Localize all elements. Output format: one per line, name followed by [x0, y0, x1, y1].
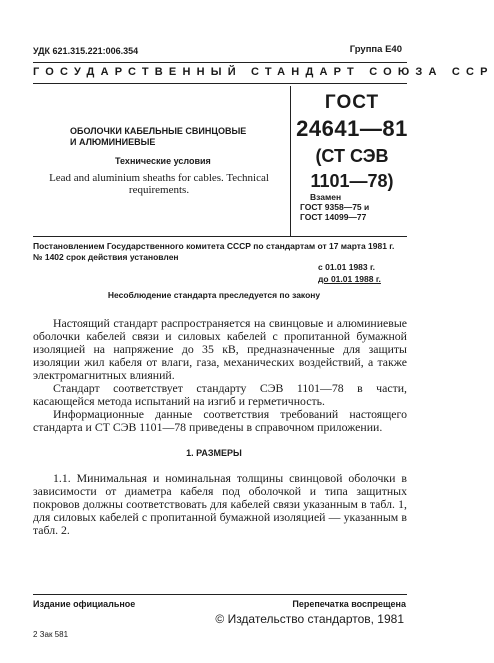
banner-rule [33, 83, 407, 84]
order-number: 2 Зак 581 [33, 630, 69, 639]
intro-text [33, 317, 407, 434]
group-code: Группа Е40 [349, 44, 402, 55]
decree-rule [33, 236, 407, 237]
gost-number: 24641—81 [296, 116, 408, 141]
intro-paragraph: Информационные данные соответствия требований настоящего стандарта и СТ СЭВ 1101—78 приведены в справочном приложении. [33, 407, 407, 434]
decree-text: Постановлением Государственного комитета СССР по стандартам от 17 марта 1981 г. № 1402 срок действия установлен [33, 241, 395, 262]
gost-divider [290, 86, 291, 236]
penalty-notice: Несоблюдение стандарта преследуется по закону [107, 290, 321, 300]
clause-text [33, 472, 407, 537]
cmea-number: 1101—78) [310, 171, 394, 191]
intro-paragraph: Стандарт соответствует стандарту СЭВ 1101—78 в части, касающейся метода испытаний на изгиб и герметичность. [33, 381, 407, 408]
replaces-item: ГОСТ 9358—75 и [300, 202, 370, 212]
document-subtitle: Технические условия [115, 156, 211, 166]
replaces-item: ГОСТ 14099—77 [300, 212, 367, 222]
gost-label: ГОСТ [324, 92, 380, 113]
gost-designation [292, 92, 412, 192]
date-to: до 01.01 1988 г. [318, 274, 381, 284]
replaces-block [300, 192, 410, 222]
udk-code: УДК 621.315.221:006.354 [33, 46, 139, 56]
validity-dates [318, 261, 408, 285]
official-edition: Издание официальное [33, 599, 136, 609]
state-standard-banner: ГОСУДАРСТВЕННЫЙ СТАНДАРТ СОЮЗА ССР [33, 66, 494, 78]
title-line-2: И АЛЮМИНИЕВЫЕ [70, 137, 156, 147]
reprint-notice: Перепечатка воспрещена [292, 599, 406, 609]
date-from: с 01.01 1983 г. [318, 262, 376, 272]
top-rule [33, 62, 407, 63]
section-heading: 1. РАЗМЕРЫ [186, 448, 242, 458]
english-title: Lead and aluminium sheaths for cables. Technical requirements. [49, 172, 269, 196]
cmea-label: (СТ СЭВ [315, 146, 389, 166]
document-title [70, 126, 260, 148]
footer-rule [33, 594, 407, 595]
clause-1-1: 1.1. Минимальная и номинальная толщины свинцовой оболочки в зависимости от диаметра кабеля под оболочкой и типа защитных покровов должны соответствовать для кабелей связи указанным в табл. 1, для силовых кабелей с пропитанной бумажной изоляцией — указанным в табл. 2. [33, 471, 407, 537]
copyright-notice: © Издательство стандартов, 1981 [215, 612, 404, 626]
replaces-label: Взамен [310, 192, 342, 202]
intro-paragraph: Настоящий стандарт распространяется на свинцовые и алюминиевые оболочки кабелей связи и силовых кабелей с пропитанной бумажной изоляцией на напряжение до 35 кВ, предназначенные для защиты изоляции жил кабеля от влаги, газа, механических воздействий, а также электромагнитных влияний. [33, 316, 407, 382]
title-line-1: ОБОЛОЧКИ КАБЕЛЬНЫЕ СВИНЦОВЫЕ [70, 126, 247, 136]
